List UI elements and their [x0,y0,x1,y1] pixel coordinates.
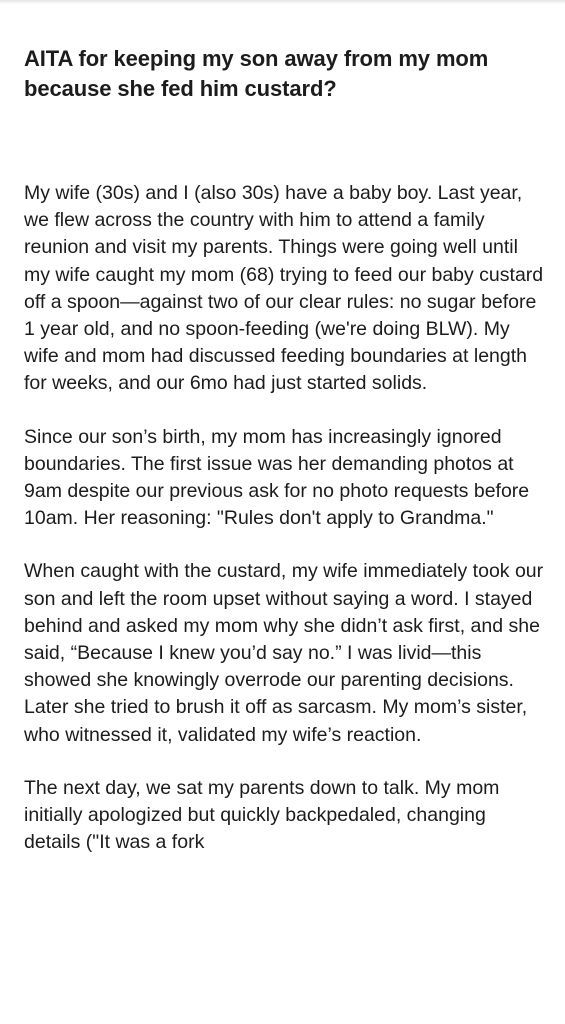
post-body [24,180,546,856]
post-paragraph: The next day, we sat my parents down to talk. My mom initially apologized but quickly backpedaled, changing details ("It was a fork [24,776,500,854]
post-paragraph: My wife (30s) and I (also 30s) have a baby boy. Last year, we flew across the country with him to attend a family reunion and visit my parents. Things were going well until my wife caught my mom (68) trying to feed our baby custard off a spoon—against two of our clear rules: no sugar before 1 year old, and no spoon-feeding (we're doing BLW). My wife and mom had discussed feeding boundaries at length for weeks, and our 6mo had just started solids. [24,182,544,395]
post-paragraph: When caught with the custard, my wife immediately took our son and left the room upset without saying a word. I stayed behind and asked my mom why she didn’t ask first, and she said, “Because I knew you’d say no.” I was livid—this showed she knowingly overrode our parenting decisions. Later she tried to brush it off as sarcasm. My mom’s sister, who witnessed it, validated my wife’s reaction. [24,560,544,746]
top-edge-divider [0,0,565,4]
post-title: AITA for keeping my son away from my mom because she fed him custard? [24,46,489,101]
post-paragraph: Since our son’s birth, my mom has increasingly ignored boundaries. The first issue was her demanding photos at 9am despite our previous ask for no photo requests before 10am. Her reasoning: "Rules don't apply to Grandma." [24,425,530,530]
post [24,44,546,882]
